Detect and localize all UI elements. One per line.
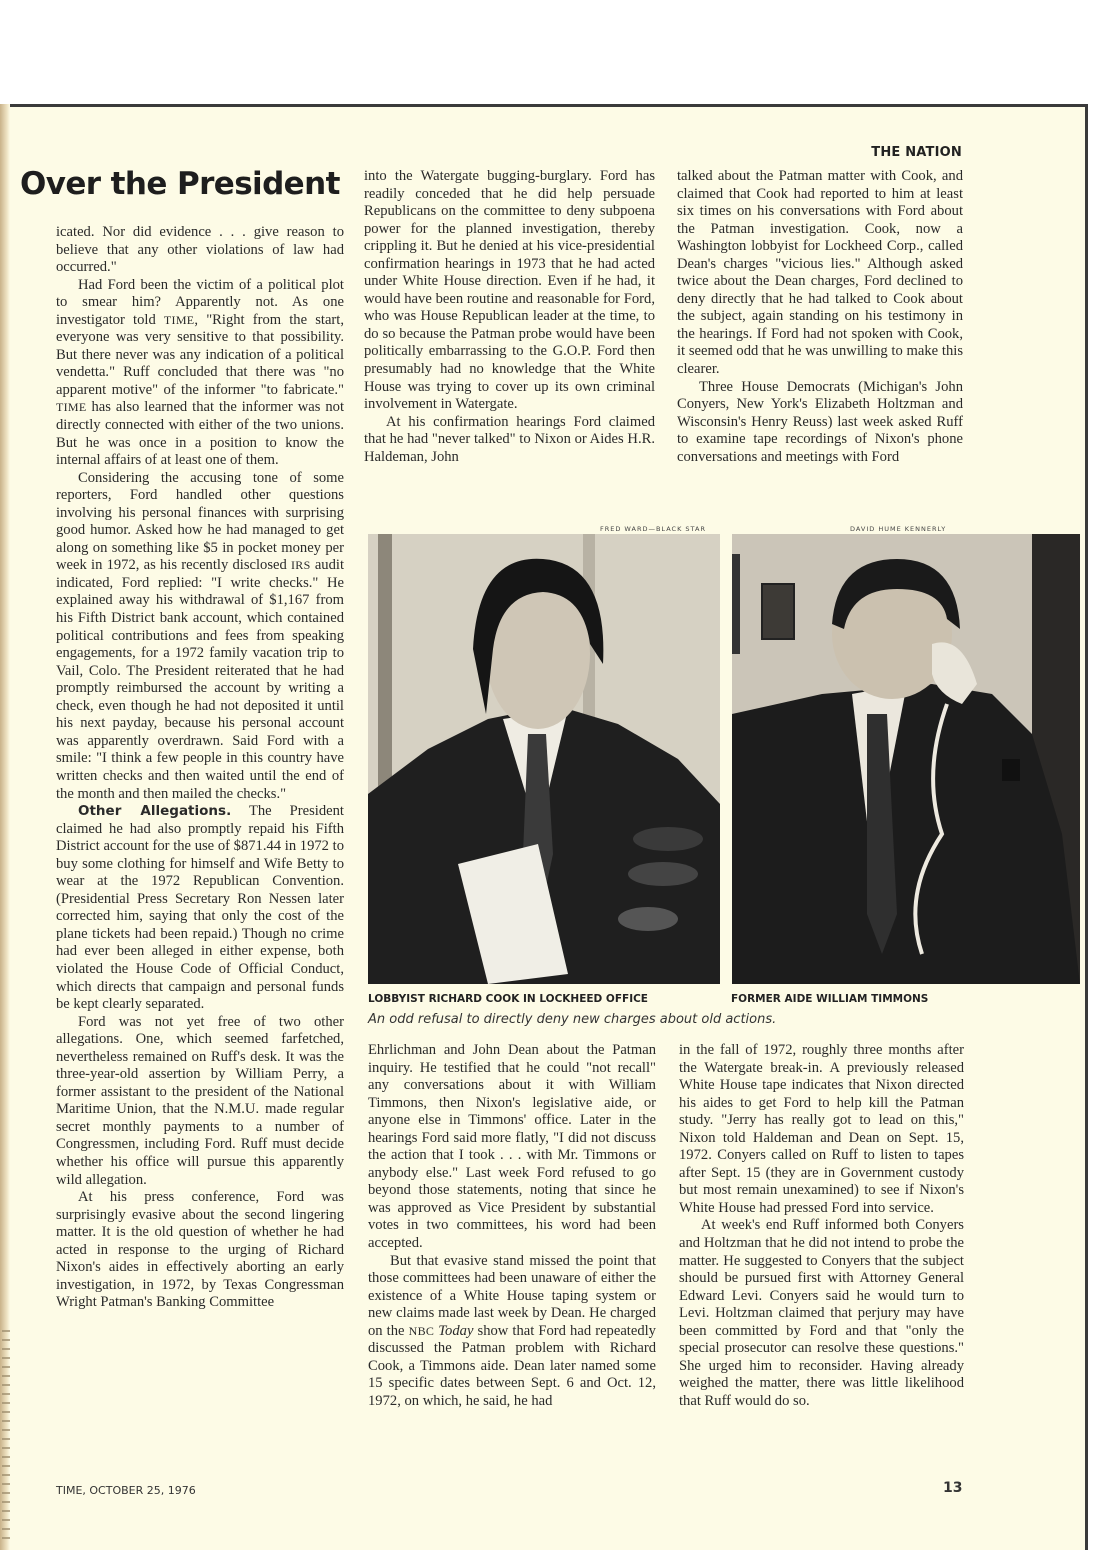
- article-column-1: [56, 224, 344, 1312]
- paragraph: Ford was not yet free of two other allegations. One, which seemed farfetched, nevertheless remained on Ruff's desk. It was the three-year-old assertion by William Perry, a former assistant to the president of the National Maritime Union, that the N.M.U. made regular secret monthly payments to a number of Congressmen, including Ford. Ruff must decide whether his office will pursue this apparently wild allegation.: [56, 1013, 344, 1188]
- paragraph: icated. Nor did evidence . . . give reason to believe that any other violations of law had occurred.": [56, 224, 344, 276]
- photo-richard-cook-illustration: [368, 534, 720, 984]
- paragraph: At week's end Ruff informed both Conyers and Holtzman that he did not intend to probe the matter. He suggested to Conyers that the subject should be pursued first with Attorney General Edward Levi. Conyers said he would turn to Levi. Holtzman claimed that perjury may have been committed by Ford and that "only the special prosecutor can resolve these questions." She urged him to reconsider. Having already weighed the matter, there was little likelihood that Ruff would do so.: [679, 1217, 964, 1409]
- paragraph: At his press conference, Ford was surprisingly evasive about the second lingering matter. It is the old question of whether he had acted in response to the urging of Richard Nixon's aides in effectively aborting an early investigation, in 1972, by Texas Congressman Wright Patman's Banking Committee: [56, 1189, 344, 1311]
- text-run: Had Ford been the victim of a political plot to smear him? Apparently not. As one investigator told: [56, 276, 344, 328]
- article-column-3-top: [677, 168, 963, 466]
- text-run: show that Ford had repeatedly discussed the Patman problem with Richard Cook, a Timmons aide. Dean later named some 15 specific dates between Sept. 6 and Oct. 12, 1972, on which, he said, he had: [368, 1322, 656, 1409]
- photo-shared-caption: An odd refusal to directly deny new charges about old actions.: [368, 1012, 777, 1027]
- paragraph: Three House Democrats (Michigan's John Conyers, New York's Elizabeth Holtzman and Wisconsin's Henry Reuss) last week asked Ruff to examine tape recordings of Nixon's phone conversations and meetings with Ford: [677, 378, 963, 465]
- paragraph: [56, 470, 344, 803]
- paragraph: talked about the Patman matter with Cook, and claimed that Cook had reported to him at least six times on his conversations with Ford about the Patman investigation. Cook, now a Washington lobbyist for Lockheed Corp., called Dean's charges "vicious lies." Although asked twice about the Dean charges, Ford declined to deny directly that he had talked to Cook about the subject, again standing on his testimony in the hearings. If Ford had not spoken with Cook, it seemed odd that he was unwilling to make this clearer.: [677, 168, 963, 378]
- section-label: THE NATION: [871, 145, 962, 160]
- photo-credit-left: FRED WARD—BLACK STAR: [600, 525, 706, 533]
- paragraph: [56, 803, 344, 1014]
- text-run: audit indicated, Ford replied: "I write checks." He explained away his withdrawal of $1,167 from his Fifth District bank account, which contained political contributions and fees from speaking engagements, for a 1972 family vacation trip to Vail, Colo. The President reiterated that he had promptly reimbursed the account by writing a check, even though he had not deposited it until his next payday, because his personal account was apparently overdrawn. Said Ford with a smile: "I think a few people in this country have written checks and then waited until the end of the month and then mailed the checks.": [56, 557, 344, 802]
- irs-small-caps: IRS: [291, 558, 311, 573]
- paragraph: [56, 277, 344, 470]
- photo-caption-right: FORMER AIDE WILLIAM TIMMONS: [731, 993, 929, 1005]
- article-column-3-bottom: [679, 1042, 964, 1410]
- time-small-caps: TIME: [56, 400, 87, 415]
- photo-credit-right: DAVID HUME KENNERLY: [850, 525, 947, 533]
- article-column-2-bottom: [368, 1042, 656, 1410]
- nbc-small-caps: NBC: [408, 1323, 435, 1338]
- paragraph: [368, 1253, 656, 1411]
- today-show-title: Today: [438, 1322, 474, 1339]
- paragraph: Ehrlichman and John Dean about the Patman inquiry. He testified that he could "not recall" any conversations about it with William Timmons, then Nixon's legislative aide, or anyone else in Timmons' office. Later in the hearings Ford said more flatly, "I did not discuss the action that I took . . . with Mr. Timmons or anybody else." Last week Ford refused to go beyond those statements, noting that since he was approved as Vice President by substantial votes in two committees, his word had been accepted.: [368, 1042, 656, 1252]
- text-run: has also learned that the informer was not directly connected with either of the two unions. But he was once in a position to know the internal affairs of at least one of them.: [56, 399, 344, 469]
- issue-footer: TIME, OCTOBER 25, 1976: [56, 1484, 196, 1497]
- photo-caption-left: LOBBYIST RICHARD COOK IN LOCKHEED OFFICE: [368, 993, 648, 1005]
- subheading: Other Allegations.: [78, 803, 232, 820]
- time-small-caps: TIME: [163, 312, 195, 327]
- headline: Over the President: [20, 166, 340, 202]
- binding-edge-marks: [2, 1330, 10, 1540]
- page-number: 13: [943, 1480, 963, 1496]
- text-run: Considering the accusing tone of some reporters, Ford handled other questions involving his personal finances with surprising good humor. Asked how he had managed to get along on something like $5 in pocket money per week in 1972, as his recently disclosed: [56, 469, 344, 574]
- text-run: , "Right from the start, everyone was very sensitive to that possibility. But there never was any indication of a political vendetta." Ruff concluded that there was "no apparent motive" of the informer "to fabricate.": [56, 311, 344, 398]
- article-column-2-top: [364, 168, 655, 466]
- paragraph: At his confirmation hearings Ford claimed that he had "never talked" to Nixon or Aides H.R. Haldeman, John: [364, 413, 655, 465]
- paragraph: into the Watergate bugging-burglary. Ford has readily conceded that he did help persuade Republicans on the committee to deny subpoena power for the planned investigation, thereby crippling it. But he denied at his vice-presidential confirmation hearings in 1973 that he had acted under White House direction. Even if he had, it would have been routine and reasonable for Ford, who was House Republican leader at the time, to do so because the Patman probe would have been politically embarrassing to the G.O.P. Ford then presumably had no knowledge that the White House was trying to cover up its own criminal involvement in Watergate.: [364, 168, 655, 413]
- photo-richard-cook: [368, 534, 720, 984]
- text-run: The President claimed he had also promptly repaid his Fifth District account for the use of $871.44 in 1972 to buy some clothing for himself and Wife Betty to wear at the 1972 Republican Convention. (Presidential Press Secretary Ron Nessen later corrected him, saying that only the cost of the plane tickets had been repaid.) Though no crime had ever been alleged in either expense, both violated the House Code of Official Conduct, which directs that campaign and personal funds be kept clearly separated.: [56, 803, 344, 1013]
- paragraph: in the fall of 1972, roughly three months after the Watergate break-in. A previously released White House tape indicates that Nixon directed his aides to get Ford to help kill the Patman study. "Jerry has really got to lead on this," Nixon told Haldeman and Dean on Sept. 15, 1972. Conyers called on Ruff to listen to tapes after Sept. 15 (they are in Government custody but most remain unexamined) to see if Nixon's White House had pressed Ford into service.: [679, 1042, 964, 1216]
- photo-william-timmons: [732, 534, 1080, 984]
- text-run: But that evasive stand missed the point that those committees had been unaware of either the existence of a White House taping system or new claims made last week by Dean. He charged on the: [368, 1252, 656, 1339]
- photo-william-timmons-illustration: [732, 534, 1080, 984]
